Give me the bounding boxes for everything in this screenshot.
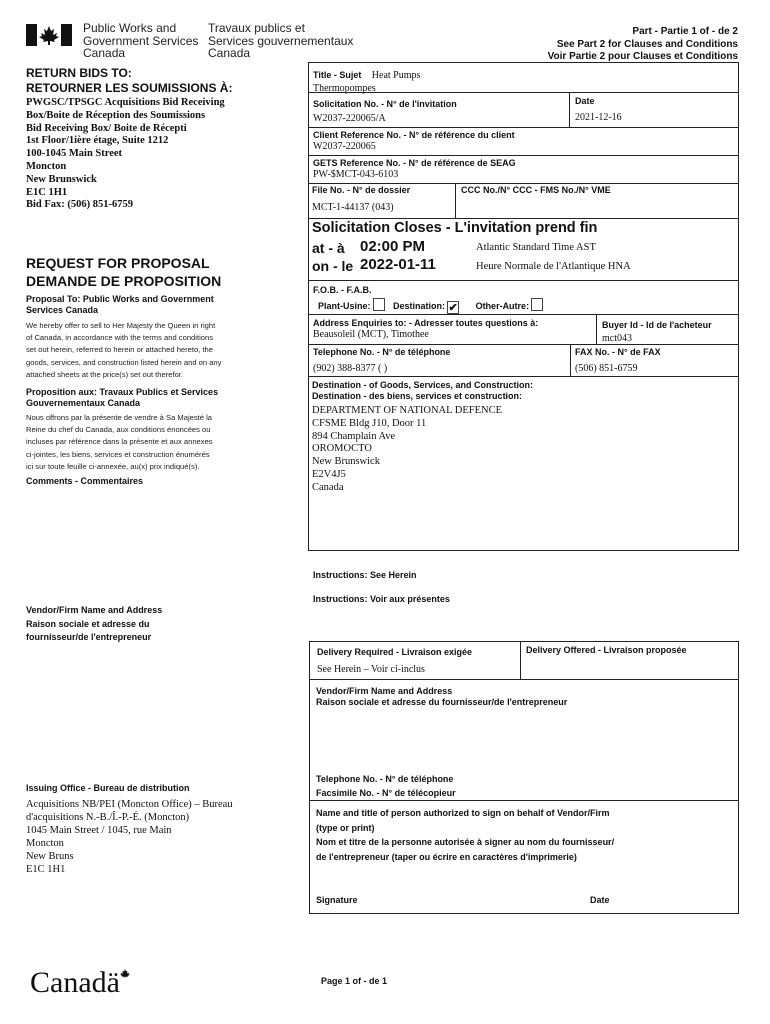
org-name-fr: Travaux publics et Services gouvernementaux Canada <box>208 21 354 60</box>
closes-on-label: on - le <box>312 258 354 274</box>
enquiry-telephone: Telephone No. - N° de téléphone (902) 388-8377 ( ) <box>313 347 451 374</box>
destination-block: Destination - of Goods, Services, and Construction: Destination - des biens, services et construction: <box>312 380 534 401</box>
proposal-to: Proposal To: Public Works and Government Services Canada <box>26 294 214 315</box>
canada-flag-icon <box>26 24 72 46</box>
proposition-aux: Proposition aux: Travaux Publics et Services Gouvernementaux Canada <box>26 387 219 408</box>
solicitation-number: Solicitation No. - N° de l'invitation W2037-220065/A <box>313 99 457 124</box>
title-field: Title - Sujet Heat Pumps Thermopompes <box>313 70 421 94</box>
instructions-en: Instructions: See Herein <box>313 570 417 580</box>
delivery-offered[interactable]: Delivery Offered - Livraison proposée <box>526 645 687 655</box>
fob-options: Plant-Usine: Destination: ✔ Other-Autre: <box>318 298 545 314</box>
return-bids-address: PWGSC/TPSGC Acquisitions Bid Receiving Box/Boite de Réception des Soumissions Bid Receiving Box/ Boite de Récepti 1st Floor/1ière étage, Suite 1212 100-1045 Main Street Moncton New Brunswick E1C 1H1 Bid Fax: (506) 851-6759 <box>26 97 225 211</box>
canada-wordmark: Canadä <box>30 966 120 999</box>
instructions-fr: Instructions: Voir aux présentes <box>313 594 450 604</box>
destination-address: DEPARTMENT OF NATIONAL DEFENCE CFSME Bldg J10, Door 11 894 Champlain Ave OROMOCTO New Brunswick E2V4J5 Canada <box>312 405 503 493</box>
plant-checkbox[interactable] <box>373 298 385 311</box>
offer-text-fr: Nous offrons par la présente de vendre à Sa Majesté la Reine du chef du Canada, aux conditions énoncées ou incluses par référence dans la présente et aux annexes ci-jointes, les biens, services et construction énumérés ici sur toute feuille ci-annexée, au(x) prix indiqué(s). <box>26 413 213 471</box>
authorized-signatory[interactable]: Name and title of person authorized to sign on behalf of Vendor/Firm (type or print) Nom et titre de la personne autorisée à signer au nom du fournisseur/ de l'entrepreneur (taper ou écrire en caractères d'imprimerie) <box>316 808 615 862</box>
closing-date: 2022-01-11 <box>360 256 436 273</box>
buyer-id: Buyer Id - Id de l'acheteur mct043 <box>602 320 712 343</box>
fob-label: F.O.B. - F.A.B. <box>313 285 372 295</box>
timezone-fr: Heure Normale de l'Atlantique HNA <box>476 261 631 272</box>
file-number: File No. - N° de dossier MCT-1-44137 (043) <box>312 185 411 213</box>
client-reference: Client Reference No. - N° de référence du client W2037-220065 <box>313 130 515 152</box>
address-enquiries: Address Enquiries to: - Adresser toutes questions à: Beausoleil (MCT), Timothee <box>313 318 539 340</box>
closing-time: 02:00 PM <box>360 238 426 255</box>
issuing-office-address: Acquisitions NB/PEI (Moncton Office) – Bureau d'acquisitions N.-B./Î.-P.-É. (Moncton) 1045 Main Street / 1045, rue Main Moncton New Bruns E1C 1H1 <box>26 799 233 875</box>
timezone-en: Atlantic Standard Time AST <box>476 242 596 253</box>
vendor-left-label: Vendor/Firm Name and Address Raison sociale et adresse du fournisseur/de l'entrepreneur <box>26 605 163 642</box>
enquiry-fax: FAX No. - N° de FAX (506) 851-6759 <box>575 347 661 374</box>
destination-checkbox[interactable]: ✔ <box>448 302 458 314</box>
wordmark-flag-icon <box>118 968 132 978</box>
signature-date-field[interactable]: Date <box>590 895 610 905</box>
offer-text-en: We hereby offer to sell to Her Majesty the Queen in right of Canada, in accordance with the terms and conditions set out herein, referred to herein or attached hereto, the goods, services, and construction listed herein and on any attached sheets at the price(s) set out therefor. <box>26 321 222 379</box>
page-number: Page 1 of - de 1 <box>321 976 388 986</box>
comments-label: Comments - Commentaires <box>26 476 144 486</box>
return-bids-title: RETURN BIDS TO: RETOURNER LES SOUMISSIONS À: <box>26 66 233 95</box>
closes-at-label: at - à <box>312 240 345 256</box>
ccc-number: CCC No./N° CCC - FMS No./N° VME <box>461 185 611 195</box>
gets-reference: GETS Reference No. - N° de référence de SEAG PW-$MCT-043-6103 <box>313 158 516 180</box>
org-name-en: Public Works and Government Services Canada <box>83 21 199 60</box>
issuing-office-title: Issuing Office - Bureau de distribution <box>26 783 190 793</box>
vendor-contact[interactable]: Telephone No. - N° de téléphone Facsimile No. - N° de télécopieur <box>316 774 456 798</box>
part-indicator: Part - Partie 1 of - de 2 See Part 2 for Clauses and Conditions Voir Partie 2 pour Clauses et Conditions <box>547 26 738 61</box>
other-checkbox[interactable] <box>531 298 543 311</box>
issue-date: Date 2021-12-16 <box>575 96 622 123</box>
solicitation-closes-title: Solicitation Closes - L'invitation prend fin <box>312 220 598 236</box>
delivery-required: Delivery Required - Livraison exigée See Herein – Voir ci-inclus <box>317 647 473 675</box>
signature-field[interactable]: Signature <box>316 895 358 905</box>
vendor-name-address[interactable]: Vendor/Firm Name and Address Raison sociale et adresse du fournisseur/de l'entrepreneur <box>316 686 568 707</box>
rfp-title: REQUEST FOR PROPOSAL DEMANDE DE PROPOSITION <box>26 255 222 289</box>
